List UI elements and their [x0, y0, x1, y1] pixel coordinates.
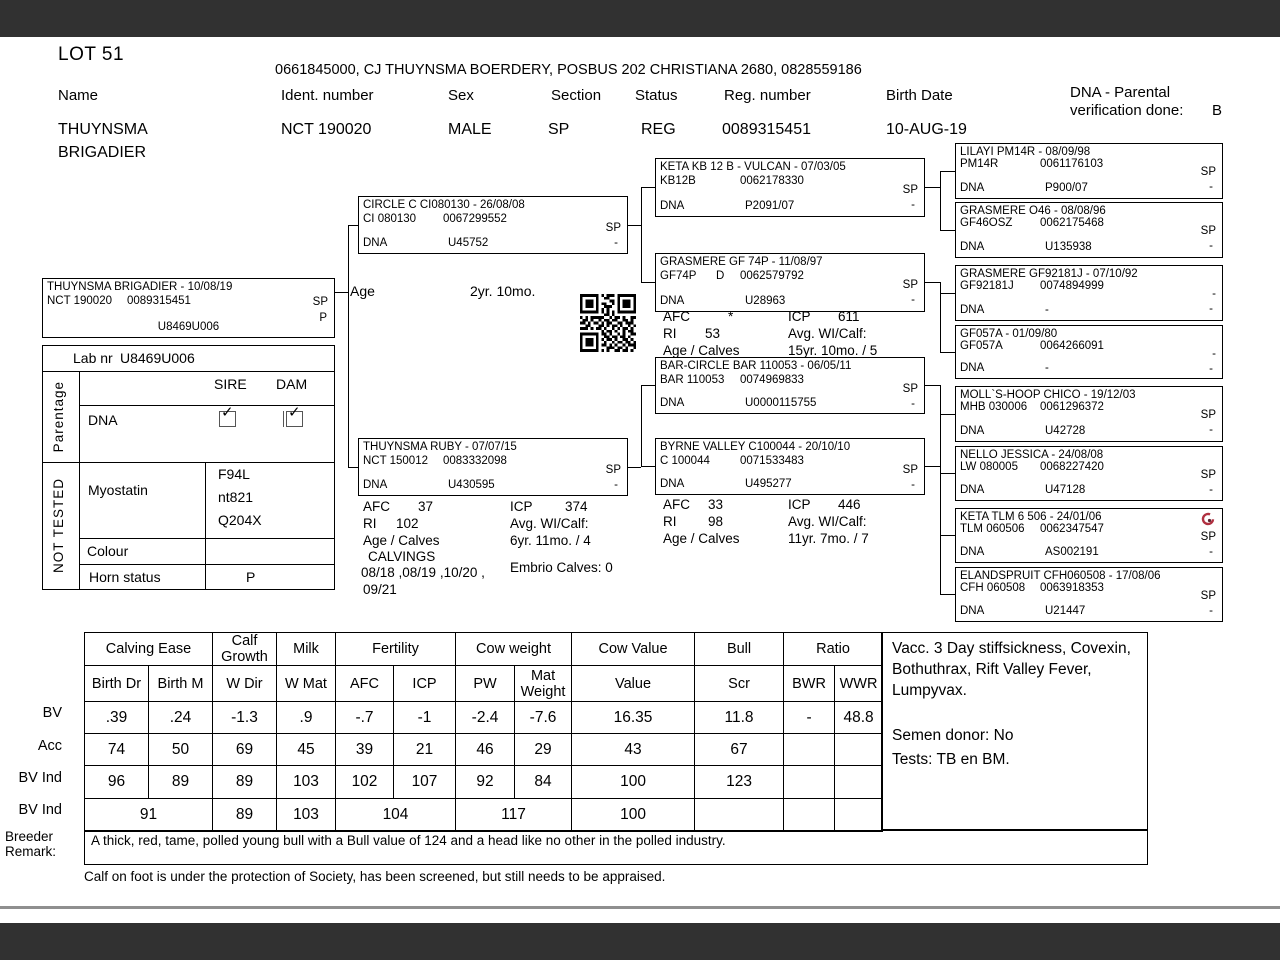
pedigree-box-gg6 — [955, 446, 1223, 501]
dash: - — [614, 237, 618, 249]
animal-name: THUYNSMA BRIGADIER - 10/08/19 — [47, 281, 233, 293]
sp-flag: SP — [605, 464, 621, 476]
pedigree-box-dam-sire — [655, 357, 925, 414]
avg-wi-label: Avg. WI/Calf: — [510, 516, 589, 531]
ebv-column: Scr — [695, 666, 784, 702]
sex-value: MALE — [448, 121, 492, 138]
ebv-cell: 89 — [149, 766, 213, 799]
dna-label: DNA — [960, 605, 985, 617]
age-calves-label: Age / Calves — [363, 533, 440, 548]
ebv-cell: - — [784, 702, 835, 734]
animal-id: BAR 110053 — [660, 374, 725, 386]
bottom-bar — [0, 923, 1280, 960]
myostatin-value: Q204X — [218, 512, 262, 528]
section-label: Section — [551, 87, 602, 104]
dna-value: U430595 — [448, 479, 495, 491]
dna-label: DNA — [960, 304, 985, 316]
ebv-column: Birth M — [149, 666, 213, 702]
icp-label: ICP — [788, 309, 811, 324]
dna-label: DNA — [660, 200, 685, 212]
sp-flag: SP — [1200, 225, 1216, 237]
animal-reg: 0067299552 — [443, 213, 507, 225]
animal-reg: 0062175468 — [1040, 217, 1104, 229]
calvings-dates: 08/18 ,08/19 ,10/20 , — [361, 565, 485, 580]
sp-flag: SP — [1200, 531, 1216, 543]
animal-name: THUYNSMA RUBY - 07/07/15 — [363, 441, 517, 453]
sex-label: Sex — [448, 87, 474, 104]
animal-reg: 0063918353 — [1040, 582, 1104, 594]
afc-value: * — [728, 309, 734, 324]
dash: - — [1209, 240, 1213, 252]
dna-label: DNA — [960, 425, 985, 437]
dna-value: U0000115755 — [745, 397, 817, 409]
dna-parental-value: B — [1212, 102, 1223, 119]
dna-label: DNA — [960, 241, 985, 253]
dash: - — [1209, 546, 1213, 558]
sp-flag: - — [1212, 288, 1216, 300]
breeder-remark-label-2: Remark: — [5, 844, 57, 859]
dna-value: P900/07 — [1045, 182, 1088, 194]
animal-name: GRASMERE GF92181J - 07/10/92 — [960, 268, 1138, 280]
polled-flag: P — [319, 312, 327, 324]
name-label: Name — [58, 87, 99, 104]
dna-value: AS002191 — [1045, 546, 1099, 558]
dna-value: U28963 — [745, 295, 786, 307]
ri-value: 98 — [708, 514, 724, 529]
animal-reg: 0074894999 — [1040, 280, 1104, 292]
icp-value: 374 — [565, 499, 588, 514]
dash: - — [911, 294, 915, 306]
animal-name: NELLO JESSICA - 24/08/08 — [960, 449, 1104, 461]
animal-id: KB12B — [660, 175, 696, 187]
semen-donor-text: Semen donor: No — [892, 727, 1014, 744]
ebv-cell: 102 — [336, 766, 394, 799]
dna-label: DNA — [960, 484, 985, 496]
age-calves-label: Age / Calves — [663, 343, 740, 358]
ebv-cell: -7.6 — [515, 702, 572, 734]
ebv-column: BWR — [784, 666, 835, 702]
birth-label: Birth Date — [886, 87, 953, 104]
dna-label: DNA — [960, 362, 985, 374]
dna-value: U45752 — [448, 237, 489, 249]
dna-value: P2091/07 — [745, 200, 795, 212]
ident-label: Ident. number — [281, 87, 374, 104]
colour-label: Colour — [87, 543, 129, 559]
ebv-cell: 103 — [277, 799, 336, 832]
ebv-cell: -1.3 — [213, 702, 277, 734]
ebv-group: Fertility — [336, 633, 456, 666]
separator-line — [0, 906, 1280, 909]
dna-value: U42728 — [1045, 425, 1086, 437]
dna-parental-label-2: verification done: — [1070, 102, 1184, 119]
ebv-cell: 39 — [336, 734, 394, 766]
pedigree-box-gg7 — [955, 508, 1223, 563]
vaccination-panel — [881, 632, 1148, 830]
check-icon: ✓ — [221, 404, 234, 421]
ebv-cell — [835, 799, 883, 832]
animal-name: BYRNE VALLEY C100044 - 20/10/10 — [660, 441, 851, 453]
gt-brand-icon — [1201, 512, 1215, 526]
breeder-remark-label-1: Breeder — [5, 829, 54, 844]
lab-number: U8469U006 — [157, 321, 220, 333]
animal-name: ELANDSPRUIT CFH060508 - 17/08/06 — [960, 570, 1161, 582]
sp-flag: SP — [1200, 166, 1216, 178]
animal-reg: 0061176103 — [1040, 158, 1104, 170]
animal-id: TLM 060506 — [960, 523, 1025, 535]
pedigree-box-dam — [358, 438, 628, 496]
calvings-label: CALVINGS — [368, 549, 436, 564]
ebv-cell — [835, 734, 883, 766]
ebv-column: AFC — [336, 666, 394, 702]
icp-value: 611 — [838, 309, 860, 324]
sp-flag: SP — [605, 222, 621, 234]
lot-number: LOT 51 — [58, 44, 125, 65]
breeder-contact-line: 0661845000, CJ THUYNSMA BOERDERY, POSBUS 202 CHRISTIANA 2680, 0828559186 — [275, 62, 862, 78]
row-label-bv-ind: BV Ind — [18, 770, 62, 786]
vaccination-text: Vacc. 3 Day stiffsickness, Covexin, Bothuthrax, Rift Valley Fever, Lumpyvax. — [892, 640, 1131, 699]
ri-value: 53 — [705, 326, 721, 341]
animal-name: LILAYI PM14R - 08/09/98 — [960, 146, 1091, 158]
dash: - — [1209, 605, 1213, 617]
animal-reg: 0062579792 — [740, 270, 804, 282]
ebv-group: Bull — [695, 633, 784, 666]
section-value: SP — [548, 121, 570, 138]
ebv-cell: 104 — [336, 799, 456, 832]
animal-name: MOLL`S-HOOP CHICO - 19/12/03 — [960, 389, 1136, 401]
check-icon: ✓ — [288, 404, 301, 421]
avg-wi-value: 11yr. 7mo. / 7 — [788, 531, 869, 546]
sp-flag: SP — [902, 184, 918, 196]
ebv-cell: 91 — [85, 799, 213, 832]
avg-wi-label: Avg. WI/Calf: — [788, 514, 867, 529]
pedigree-box-sire-sire — [655, 158, 925, 217]
ebv-group: Milk — [277, 633, 336, 666]
age-calves-label: Age / Calves — [663, 531, 740, 546]
ebv-group: Cow Value — [572, 633, 695, 666]
sp-flag: SP — [902, 383, 918, 395]
myostatin-value: F94L — [218, 466, 250, 482]
animal-name: KETA TLM 6 506 - 24/01/06 — [960, 511, 1102, 523]
dash: - — [1209, 181, 1213, 193]
animal-id2: D — [716, 270, 725, 282]
dash: - — [911, 199, 915, 211]
ebv-group: Ratio — [784, 633, 883, 666]
animal-id: CI 080130 — [363, 213, 417, 225]
footnote-text: Calf on foot is under the protection of Society, has been screened, but still needs to be appraised. — [84, 869, 666, 884]
animal-id: GF057A — [960, 340, 1003, 352]
dna-value: - — [1045, 362, 1049, 374]
dna-label: DNA — [960, 182, 985, 194]
avg-wi-value: 6yr. 11mo. / 4 — [510, 533, 591, 548]
dash: - — [911, 479, 915, 491]
ebv-cell: 48.8 — [835, 702, 883, 734]
dna-label: DNA — [960, 546, 985, 558]
ebv-cell: 21 — [394, 734, 456, 766]
animal-name: BAR-CIRCLE BAR 110053 - 06/05/11 — [660, 360, 852, 372]
ebv-cell: 100 — [572, 766, 695, 799]
dna-parental-label-1: DNA - Parental — [1070, 84, 1171, 101]
ebv-cell: 46 — [456, 734, 515, 766]
animal-reg: 0071533483 — [740, 455, 804, 467]
dash: - — [1209, 303, 1213, 315]
ebv-cell: 50 — [149, 734, 213, 766]
calvings-dates: 09/21 — [363, 582, 397, 597]
dash: - — [1209, 484, 1213, 496]
dam-column-label: DAM — [276, 376, 308, 392]
ebv-group: Cow weight — [456, 633, 572, 666]
qr-code — [580, 294, 636, 352]
animal-id: LW 080005 — [960, 461, 1018, 473]
ebv-column: Value — [572, 666, 695, 702]
reg-label: Reg. number — [724, 87, 811, 104]
afc-label: AFC — [663, 309, 690, 324]
dna-label: DNA — [660, 397, 685, 409]
status-value: REG — [641, 121, 676, 138]
ebv-cell: .24 — [149, 702, 213, 734]
sire-dna-checkbox — [219, 404, 236, 427]
ebv-cell: 100 — [572, 799, 695, 832]
icp-label: ICP — [510, 499, 533, 514]
dna-value: - — [1045, 304, 1049, 316]
reg-value: 0089315451 — [722, 121, 811, 138]
animal-id: GF46OSZ — [960, 217, 1013, 229]
ebv-cell: 74 — [85, 734, 149, 766]
horn-status-value: P — [246, 569, 256, 585]
ebv-cell — [835, 766, 883, 799]
ebv-cell: 92 — [456, 766, 515, 799]
animal-reg: 0068227420 — [1040, 461, 1104, 473]
animal-id: C 100044 — [660, 455, 710, 467]
pedigree-box-gg4 — [955, 325, 1223, 379]
sp-flag: SP — [902, 279, 918, 291]
ebv-cell: 96 — [85, 766, 149, 799]
ebv-cell: -1 — [394, 702, 456, 734]
pedigree-box-gg1 — [955, 143, 1223, 199]
lab-nr-label: Lab nr — [73, 350, 113, 366]
animal-name: KETA KB 12 B - VULCAN - 07/03/05 — [660, 161, 846, 173]
dash: - — [1209, 424, 1213, 436]
row-label-bv: BV — [42, 705, 62, 721]
breeder-remark-box — [84, 830, 1148, 865]
sp-flag: SP — [902, 464, 918, 476]
ebv-cell: 107 — [394, 766, 456, 799]
pedigree-box-gg2 — [955, 202, 1223, 258]
animal-name: GRASMERE O46 - 08/08/96 — [960, 205, 1106, 217]
sp-flag: SP — [1200, 469, 1216, 481]
dna-label: DNA — [660, 295, 685, 307]
ebv-cell: 43 — [572, 734, 695, 766]
ebv-cell: .39 — [85, 702, 149, 734]
row-label-acc: Acc — [37, 738, 62, 754]
ebv-group: Calf Growth — [213, 633, 277, 666]
age-value: 2yr. 10mo. — [470, 283, 536, 299]
breeder-remark-text: A thick, red, tame, polled young bull with a Bull value of 124 and a head like no other in the polled industry. — [91, 833, 726, 848]
ident-value: NCT 190020 — [281, 121, 372, 138]
dna-row-label: DNA — [88, 412, 118, 428]
dna-value: U495277 — [745, 478, 792, 490]
ebv-cell: 123 — [695, 766, 784, 799]
ebv-column: W Dir — [213, 666, 277, 702]
pedigree-box-sire — [358, 196, 628, 254]
animal-id: GF92181J — [960, 280, 1014, 292]
dna-value: U21447 — [1045, 605, 1086, 617]
afc-label: AFC — [363, 499, 390, 514]
animal-id: GF74P — [660, 270, 697, 282]
afc-value: 33 — [708, 497, 724, 512]
ebv-cell — [784, 799, 835, 832]
not-tested-label: NOT TESTED — [51, 478, 66, 574]
pedigree-box-dam-dam — [655, 438, 925, 495]
ebv-column: ICP — [394, 666, 456, 702]
parentage-label: Parentage — [51, 381, 66, 453]
ebv-cell: 84 — [515, 766, 572, 799]
animal-id: NCT 190020 — [47, 295, 112, 307]
animal-reg: 0064266091 — [1040, 340, 1104, 352]
icp-value: 446 — [838, 497, 861, 512]
sp-flag: SP — [312, 296, 328, 308]
ebv-cell: 29 — [515, 734, 572, 766]
ebv-group: Calving Ease — [85, 633, 213, 666]
sire-column-label: SIRE — [214, 376, 247, 392]
dam-dna-checkbox — [286, 404, 303, 427]
animal-id: MHB 030006 — [960, 401, 1028, 413]
animal-reg: 0074969833 — [740, 374, 804, 386]
ebv-cell: 69 — [213, 734, 277, 766]
ri-label: RI — [363, 516, 377, 531]
ebv-cell: 11.8 — [695, 702, 784, 734]
ebv-table — [84, 632, 883, 832]
myostatin-value: nt821 — [218, 489, 254, 505]
ebv-cell — [695, 799, 784, 832]
myostatin-label: Myostatin — [88, 482, 148, 498]
name-value-2: BRIGADIER — [58, 144, 147, 161]
ebv-cell: 89 — [213, 799, 277, 832]
pedigree-box-sire-dam — [655, 253, 925, 312]
animal-id: CFH 060508 — [960, 582, 1026, 594]
animal-reg: 0083332098 — [443, 455, 507, 467]
afc-value: 37 — [418, 499, 434, 514]
tests-text: Tests: TB en BM. — [892, 751, 1010, 768]
dna-value: U135938 — [1045, 241, 1092, 253]
dash: - — [1209, 363, 1213, 375]
avg-wi-value: 15yr. 10mo. / 5 — [788, 343, 878, 358]
ri-value: 102 — [396, 516, 419, 531]
status-label: Status — [635, 87, 678, 104]
ebv-cell: 16.35 — [572, 702, 695, 734]
ebv-column: Birth Dr — [85, 666, 149, 702]
ri-label: RI — [663, 326, 677, 341]
pedigree-box-subject — [42, 278, 335, 338]
animal-reg: 0089315451 — [127, 295, 191, 307]
animal-id: NCT 150012 — [363, 455, 428, 467]
ebv-cell — [784, 734, 835, 766]
animal-name: GF057A - 01/09/80 — [960, 328, 1058, 340]
dna-value: U47128 — [1045, 484, 1086, 496]
animal-id: PM14R — [960, 158, 999, 170]
ebv-column: W Mat — [277, 666, 336, 702]
lab-nr-value: U8469U006 — [120, 350, 195, 366]
ebv-cell: .9 — [277, 702, 336, 734]
animal-name: GRASMERE GF 74P - 11/08/97 — [660, 256, 823, 268]
dna-label: DNA — [363, 479, 388, 491]
sp-flag: - — [1212, 348, 1216, 360]
ri-label: RI — [663, 514, 677, 529]
sp-flag: SP — [1200, 590, 1216, 602]
dash: - — [911, 398, 915, 410]
horn-status-label: Horn status — [89, 569, 161, 585]
sp-flag: SP — [1200, 409, 1216, 421]
icp-label: ICP — [788, 497, 811, 512]
ebv-cell: 67 — [695, 734, 784, 766]
animal-reg: 0062178330 — [740, 175, 804, 187]
embrio-calves: Embrio Calves: 0 — [510, 560, 613, 575]
pedigree-box-gg3 — [955, 265, 1223, 321]
ebv-cell: -.7 — [336, 702, 394, 734]
ebv-cell: 89 — [213, 766, 277, 799]
animal-name: CIRCLE C CI080130 - 26/08/08 — [363, 199, 525, 211]
pedigree-box-gg5 — [955, 386, 1223, 442]
dash: - — [614, 479, 618, 491]
dna-label: DNA — [363, 237, 388, 249]
afc-label: AFC — [663, 497, 690, 512]
animal-reg: 0062347547 — [1040, 523, 1104, 535]
pedigree-box-gg8 — [955, 567, 1223, 622]
row-label-bv-ind-2: BV Ind — [18, 802, 62, 818]
ebv-cell: -2.4 — [456, 702, 515, 734]
ebv-column: WWR — [835, 666, 883, 702]
age-label: Age — [350, 283, 375, 299]
avg-wi-label: Avg. WI/Calf: — [788, 326, 867, 341]
ebv-cell: 45 — [277, 734, 336, 766]
name-value-1: THUYNSMA — [58, 121, 148, 138]
ebv-column: PW — [456, 666, 515, 702]
ebv-cell: 103 — [277, 766, 336, 799]
ebv-cell: 117 — [456, 799, 572, 832]
birth-value: 10-AUG-19 — [886, 121, 967, 138]
dna-label: DNA — [660, 478, 685, 490]
animal-reg: 0061296372 — [1040, 401, 1104, 413]
ebv-column: Mat Weight — [515, 666, 572, 702]
ebv-cell — [784, 766, 835, 799]
top-bar — [0, 0, 1280, 37]
